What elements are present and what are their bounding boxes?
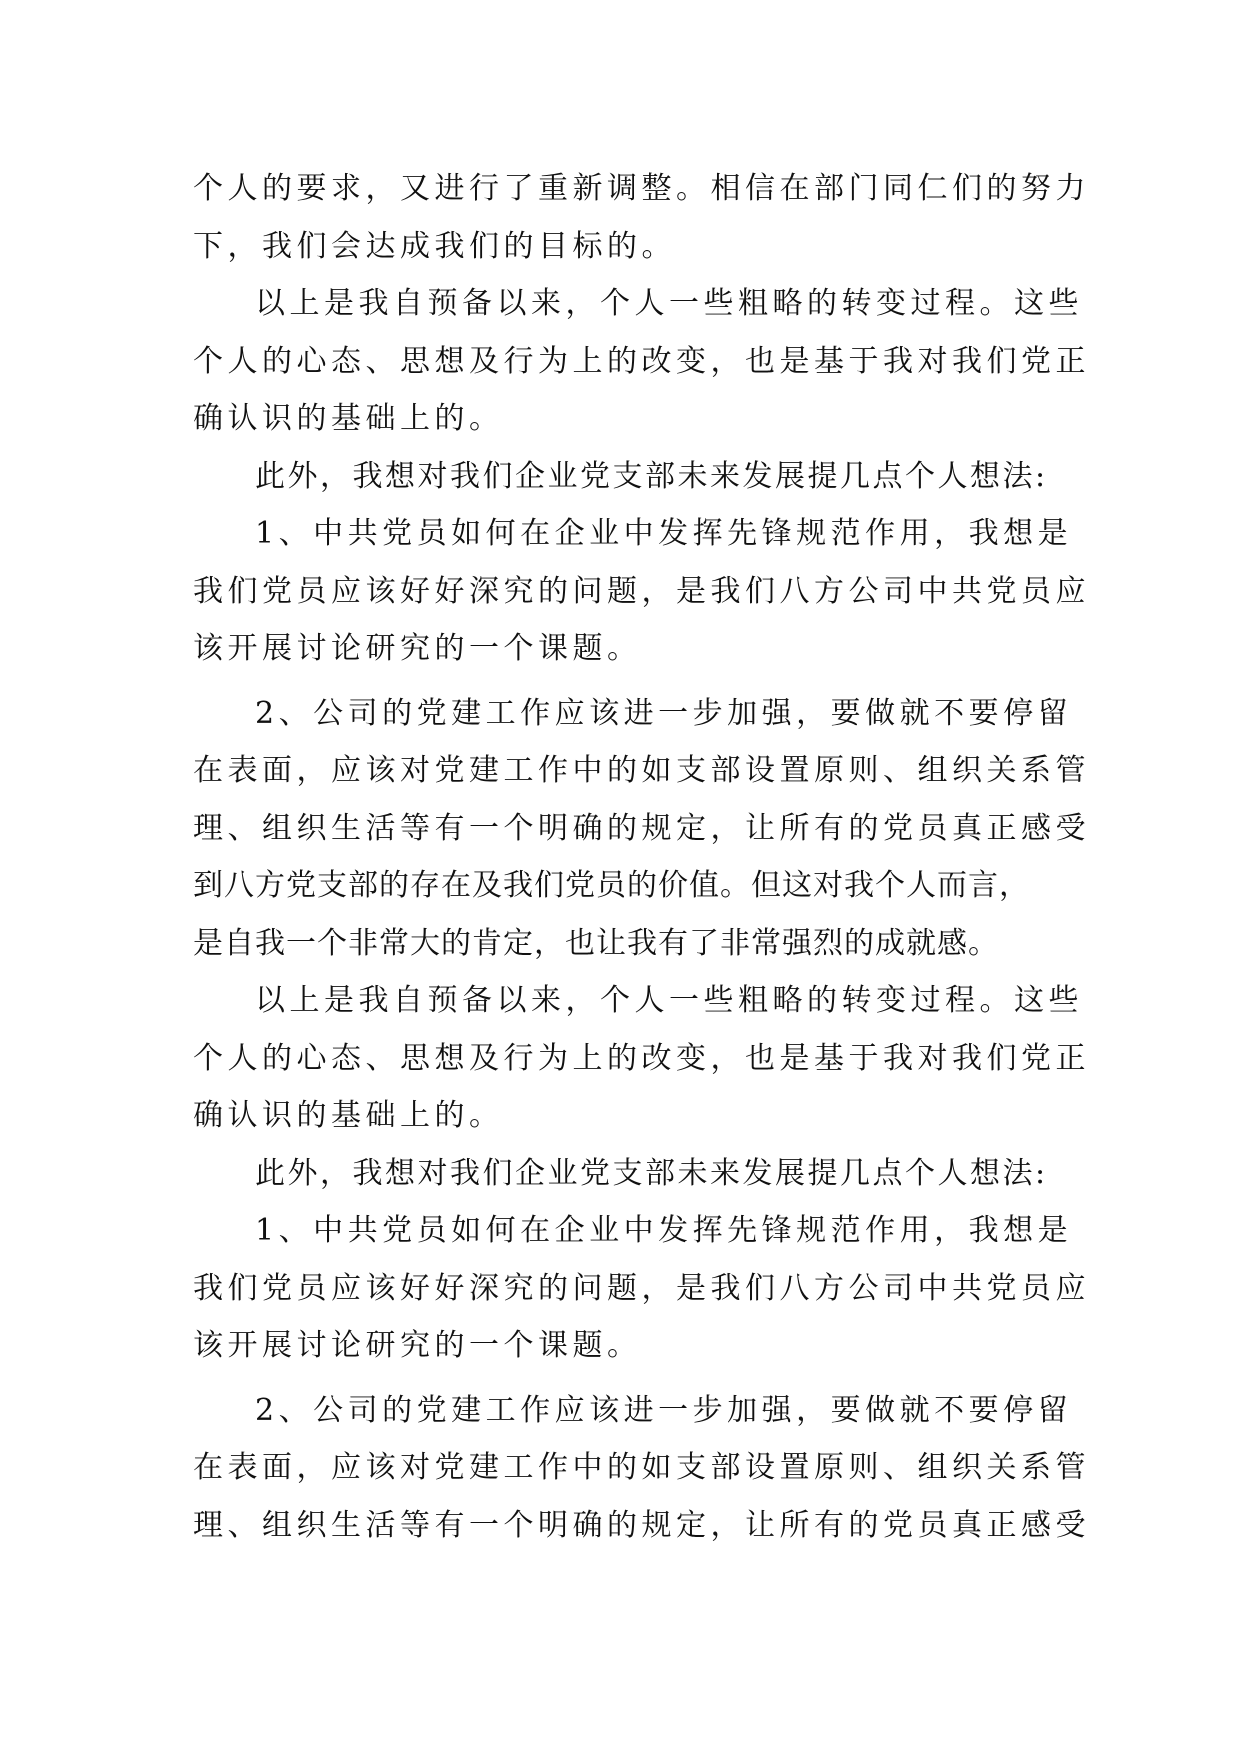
text-line: 2、公司的党建工作应该进一步加强，要做就不要停留 xyxy=(255,695,1073,731)
text-line: 我们党员应该好好深究的问题，是我们八方公司中共党员应 xyxy=(193,1270,1090,1306)
text-line: 个人的心态、思想及行为上的改变，也是基于我对我们党正 xyxy=(193,1040,1090,1076)
text-line: 在表面，应该对党建工作中的如支部设置原则、组织关系管 xyxy=(193,753,1090,788)
text-line: 确认识的基础上的。 xyxy=(193,401,504,436)
text-line: 此外，我想对我们企业党支部未来发展提几点个人想法: xyxy=(255,1155,1048,1191)
text-line: 以上是我自预备以来，个人一些粗略的转变过程。这些 xyxy=(255,983,1083,1018)
text-line: 1、中共党员如何在企业中发挥先锋规范作用，我想是 xyxy=(255,516,1073,551)
text-line: 该开展讨论研究的一个课题。 xyxy=(193,631,642,666)
text-line: 2、公司的党建工作应该进一步加强，要做就不要停留 xyxy=(255,1392,1073,1428)
text-line: 以上是我自预备以来，个人一些粗略的转变过程。这些 xyxy=(255,286,1083,321)
text-line: 下，我们会达成我们的目标的。 xyxy=(193,228,676,264)
text-line: 我们党员应该好好深究的问题，是我们八方公司中共党员应 xyxy=(193,573,1090,609)
text-line: 理、组织生活等有一个明确的规定，让所有的党员真正感受 xyxy=(193,1507,1090,1543)
text-line: 该开展讨论研究的一个课题。 xyxy=(193,1328,642,1363)
text-line: 在表面，应该对党建工作中的如支部设置原则、组织关系管 xyxy=(193,1450,1090,1485)
document-body xyxy=(193,160,1090,1554)
text-line: 是自我一个非常大的肯定，也让我有了非常强烈的成就感。 xyxy=(193,925,999,961)
text-line: 个人的心态、思想及行为上的改变，也是基于我对我们党正 xyxy=(193,343,1090,379)
text-line: 个人的要求，又进行了重新调整。相信在部门同仁们的努力 xyxy=(193,171,1090,206)
text-line: 理、组织生活等有一个明确的规定，让所有的党员真正感受 xyxy=(193,810,1090,846)
text-line: 到八方党支部的存在及我们党员的价值。但这对我个人而言， xyxy=(193,868,1030,903)
text-line: 此外，我想对我们企业党支部未来发展提几点个人想法: xyxy=(255,458,1048,494)
text-line: 1、中共党员如何在企业中发挥先锋规范作用，我想是 xyxy=(255,1213,1073,1248)
text-line: 确认识的基础上的。 xyxy=(193,1098,504,1133)
